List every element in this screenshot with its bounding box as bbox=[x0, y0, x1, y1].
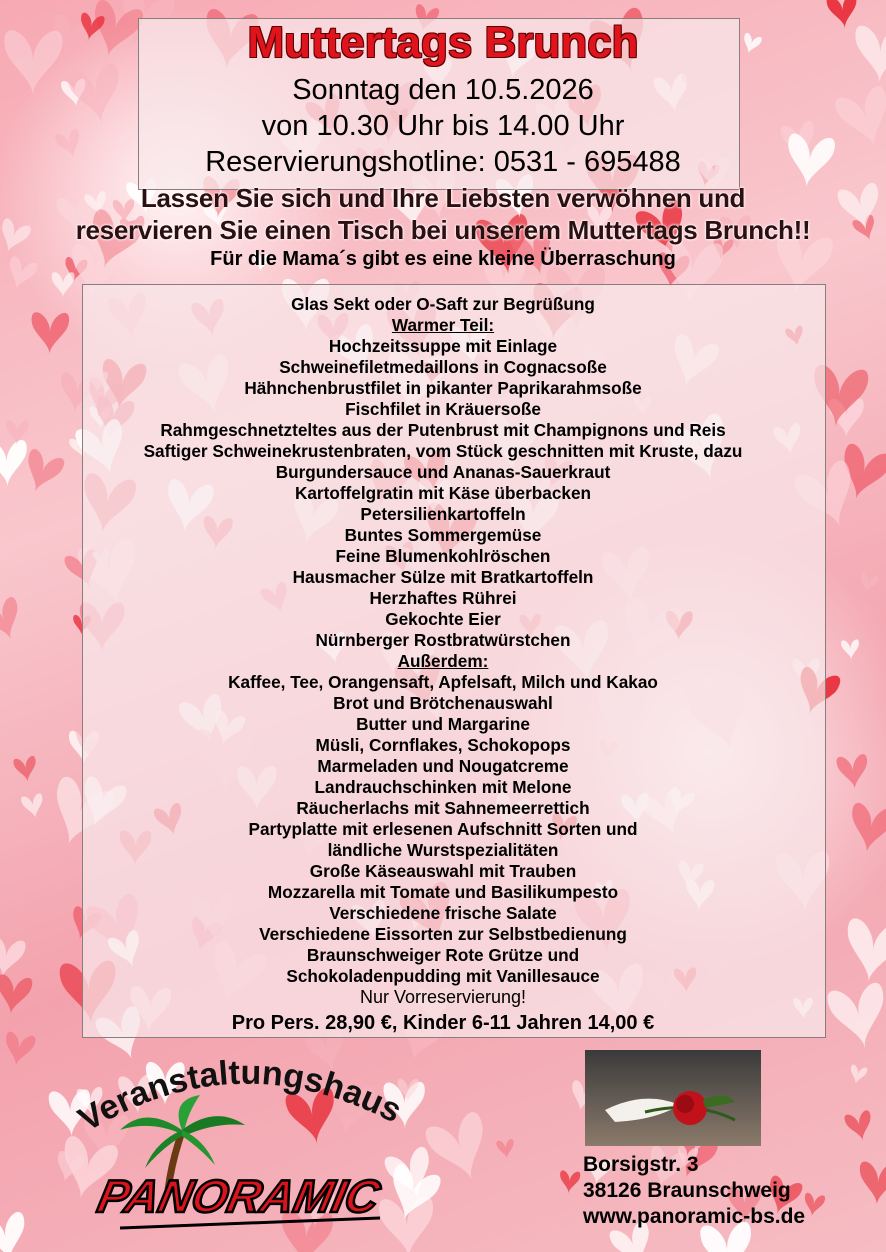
heart-icon bbox=[858, 1161, 886, 1206]
extra-items bbox=[0, 672, 886, 987]
menu-item: Herzhaftes Rührei bbox=[369, 588, 517, 608]
rose-photo bbox=[585, 1050, 761, 1146]
website-link[interactable]: www.panoramic-bs.de bbox=[583, 1205, 806, 1228]
menu-item: Hähnchenbrustfilet in pikanter Paprikarahmsoße bbox=[244, 378, 642, 398]
menu-item: Verschiedene Eissorten zur Selbstbedienung bbox=[259, 924, 627, 944]
menu-item: Burgundersauce und Ananas-Sauerkraut bbox=[275, 462, 611, 482]
menu-item: Brot und Brötchenauswahl bbox=[333, 693, 553, 713]
menu-item: Petersilienkartoffeln bbox=[360, 504, 526, 524]
heart-icon bbox=[844, 1110, 876, 1144]
menu-item: Landrauchschinken mit Melone bbox=[314, 777, 572, 797]
menu-item: Braunschweiger Rote Grütze und bbox=[306, 945, 580, 965]
extra-heading: Außerdem: bbox=[397, 651, 489, 671]
menu-item: Feine Blumenkohlröschen bbox=[335, 546, 551, 566]
menu-item: Saftiger Schweinekrustenbraten, vom Stück geschnitten mit Kruste, dazu bbox=[143, 441, 743, 461]
event-time: von 10.30 Uhr bis 14.00 Uhr bbox=[261, 110, 625, 142]
menu-item: Marmeladen und Nougatcreme bbox=[317, 756, 569, 776]
address-block bbox=[583, 1152, 805, 1230]
menu-item: Schokoladenpudding mit Vanillesauce bbox=[286, 966, 600, 986]
menu-item: Mozzarella mit Tomate und Basilikumpesto bbox=[267, 882, 619, 902]
surprise-note: Für die Mama´s gibt es eine kleine Überraschung bbox=[210, 248, 676, 270]
menu-item: Müsli, Cornflakes, Schokopops bbox=[315, 735, 571, 755]
heart-icon bbox=[558, 1170, 580, 1194]
logo-brand: PANORAMIC bbox=[93, 1170, 385, 1222]
heart-icon bbox=[802, 1192, 826, 1218]
menu-item: Rahmgeschnetzteltes aus der Putenbrust mit Champignons und Reis bbox=[160, 420, 726, 440]
panoramic-logo bbox=[50, 1050, 430, 1240]
menu-item: Kaffee, Tee, Orangensaft, Apfelsaft, Milch und Kakao bbox=[228, 672, 658, 692]
menu-item: Gekochte Eier bbox=[385, 609, 501, 629]
warm-items bbox=[0, 336, 886, 651]
menu-item: Verschiedene frische Salate bbox=[329, 903, 557, 923]
reservation-note: Nur Vorreservierung! bbox=[359, 987, 527, 1007]
heart-icon bbox=[496, 1139, 516, 1160]
menu-item: ländliche Wurstspezialitäten bbox=[327, 840, 559, 860]
tagline-line-1: Lassen Sie sich und Ihre Liebsten verwöhnen und bbox=[140, 183, 746, 213]
menu-item: Räucherlachs mit Sahnemeerrettich bbox=[296, 798, 590, 818]
menu-list bbox=[0, 294, 886, 1035]
menu-item: Fischfilet in Kräuersoße bbox=[345, 399, 541, 419]
page-title: Muttertags Brunch bbox=[247, 18, 639, 67]
warm-heading: Warmer Teil: bbox=[391, 315, 495, 335]
menu-item: Große Käseauswahl mit Trauben bbox=[309, 861, 577, 881]
price-line: Pro Pers. 28,90 €, Kinder 6-11 Jahren 14,00 € bbox=[231, 1012, 655, 1034]
menu-item: Buntes Sommergemüse bbox=[344, 525, 542, 545]
heart-icon bbox=[0, 1211, 31, 1252]
menu-welcome: Glas Sekt oder O-Saft zur Begrüßung bbox=[291, 294, 595, 314]
event-date: Sonntag den 10.5.2026 bbox=[292, 74, 594, 106]
menu-item: Kartoffelgratin mit Käse überbacken bbox=[294, 483, 592, 503]
heart-icon bbox=[848, 1064, 868, 1086]
reservation-hotline: Reservierungshotline: 0531 - 695488 bbox=[205, 146, 681, 178]
menu-item: Nürnberger Rostbratwürstchen bbox=[315, 630, 571, 650]
heart-icon bbox=[1, 1031, 36, 1069]
tagline-line-2: reservieren Sie einen Tisch bei unserem Muttertags Brunch!! bbox=[75, 215, 811, 245]
menu-item: Butter und Margarine bbox=[356, 714, 530, 734]
menu-item: Hochzeitssuppe mit Einlage bbox=[328, 336, 558, 356]
address-city: 38126 Braunschweig bbox=[583, 1179, 791, 1202]
address-street: Borsigstr. 3 bbox=[583, 1153, 699, 1176]
menu-item: Hausmacher Sülze mit Bratkartoffeln bbox=[292, 567, 594, 587]
menu-item: Partyplatte mit erlesenen Aufschnitt Sorten und bbox=[248, 819, 638, 839]
menu-item: Schweinefiletmedaillons in Cognacsoße bbox=[279, 357, 607, 377]
logo-arc-text: Veranstaltungshaus bbox=[72, 1053, 408, 1139]
